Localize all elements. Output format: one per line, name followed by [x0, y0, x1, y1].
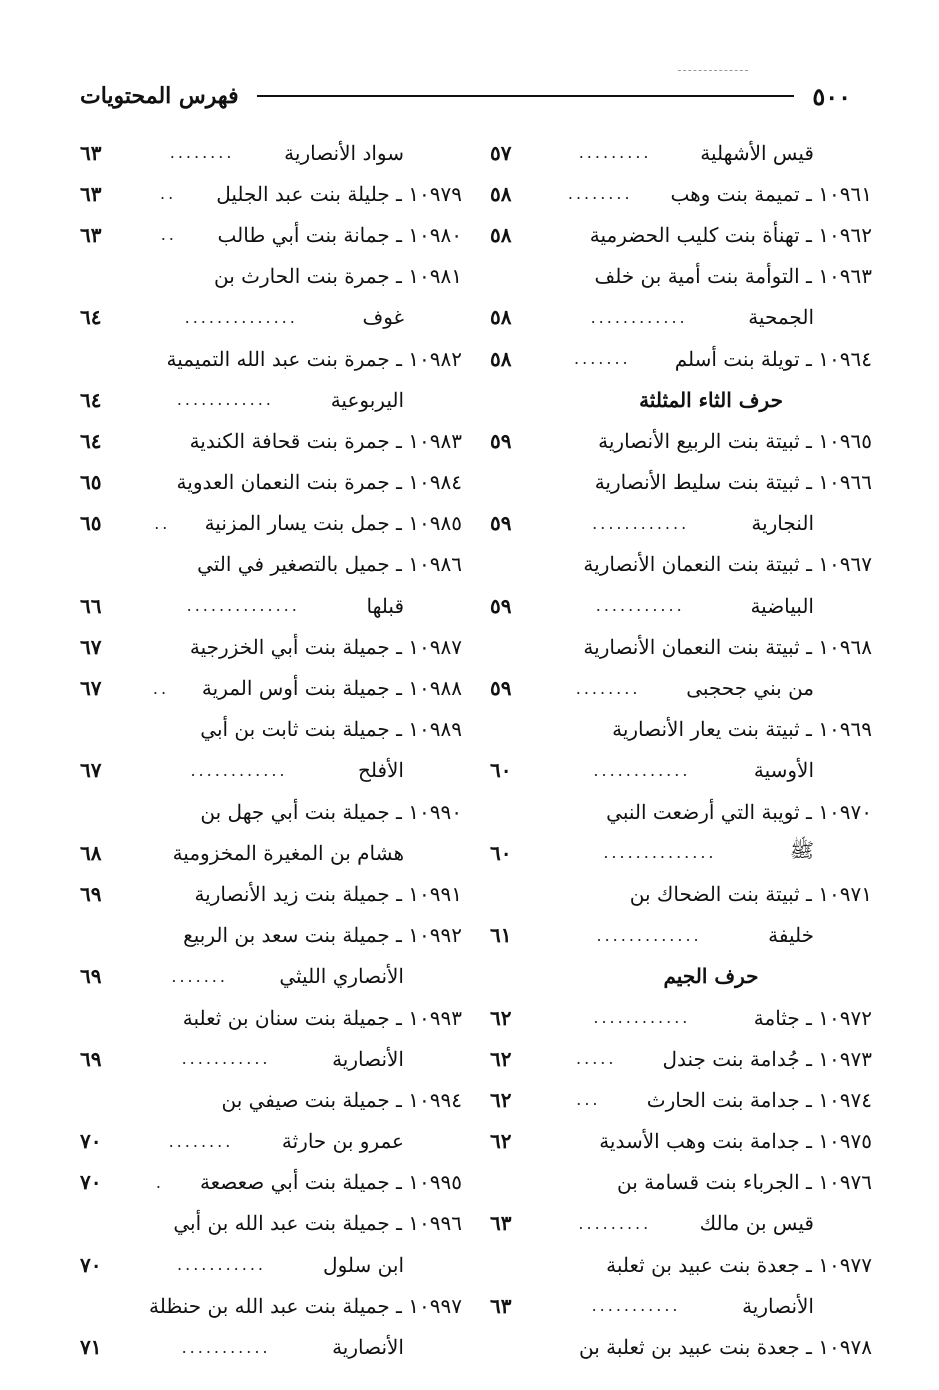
toc-leader-dots: ........ [575, 678, 641, 698]
toc-entry-text: ١٠٩٦٧ ـ ثبيتة بنت النعمان الأنصارية [583, 552, 872, 577]
section-heading-text: حرف الجيم [663, 964, 759, 989]
toc-entry [80, 1326, 462, 1367]
toc-entry-text: ١٠٩٦١ ـ تميمة بنت وهب [670, 181, 872, 206]
toc-page-number: ٥٩ [490, 676, 512, 701]
toc-page-number: ٧١ [80, 1335, 102, 1360]
toc-entry [80, 709, 462, 750]
toc-entry [80, 1162, 462, 1203]
toc-entry [80, 462, 462, 503]
toc-leader-dots: .............. [186, 596, 300, 616]
section-heading [490, 956, 872, 997]
toc-leader-dots: . [155, 1172, 165, 1192]
toc-page-number: ٦٤ [80, 305, 102, 330]
toc-entry [80, 1038, 462, 1079]
toc-entry [490, 420, 872, 461]
toc-entry [490, 1285, 872, 1326]
toc-page-number: ٦٩ [80, 881, 102, 906]
toc-page-number: ٧٠ [80, 1170, 102, 1195]
toc-entry-text: الأنصارية [742, 1293, 814, 1318]
toc-entry [490, 1038, 872, 1079]
toc-entry [80, 873, 462, 914]
toc-leader-dots: ........ [169, 143, 235, 163]
toc-entry [80, 1203, 462, 1244]
toc-leader-dots: .............. [184, 307, 298, 327]
toc-entry [490, 1326, 872, 1367]
toc-entry-text: ١٠٩٦٢ ـ تهنأة بنت كليب الحضرمية [589, 222, 872, 247]
toc-entry-text: ١٠٩٦٨ ـ ثبيتة بنت النعمان الأنصارية [583, 634, 872, 659]
top-dash-mark [678, 70, 748, 71]
toc-entry [80, 626, 462, 667]
toc-entry-text: ١٠٩٩١ ـ جميلة بنت زيد الأنصارية [194, 881, 462, 906]
toc-page-number: ٦٢ [490, 1087, 512, 1112]
header-rule [257, 95, 795, 97]
toc-entry-text: قيس بن مالك [699, 1211, 814, 1236]
toc-entry-text: ١٠٩٦٩ ـ ثبيتة بنت يعار الأنصارية [612, 717, 872, 742]
toc-entry-text: ﷺ [789, 838, 814, 863]
toc-entry-text: ١٠٩٦٥ ـ ثبيتة بنت الربيع الأنصارية [598, 428, 872, 453]
toc-entry [80, 132, 462, 173]
toc-leader-dots: ............. [596, 925, 702, 945]
toc-leader-dots: ........... [595, 596, 685, 616]
toc-entry-text: ١٠٩٧٦ ـ الجرباء بنت قسامة بن [617, 1170, 872, 1195]
toc-page-number: ٥٩ [490, 511, 512, 536]
toc-entry-text: اليربوعية [330, 387, 404, 412]
toc-leader-dots: .. [160, 225, 177, 245]
toc-page-number: ٥٨ [490, 181, 512, 206]
section-heading-text: حرف الثاء المثلثة [639, 387, 783, 412]
toc-columns [80, 132, 872, 1372]
toc-page-number: ٧٠ [80, 1129, 102, 1154]
toc-entry-text: ١٠٩٧٩ ـ جليلة بنت عبد الجليل [216, 181, 462, 206]
toc-entry-text: ١٠٩٧٨ ـ جعدة بنت عبيد بن ثعلبة بن [579, 1335, 872, 1360]
toc-page-number: ٦٨ [80, 840, 102, 865]
toc-entry-text: ١٠٩٦٣ ـ التوأمة بنت أمية بن خلف [594, 264, 872, 289]
toc-entry [80, 1079, 462, 1120]
toc-entry-text: ١٠٩٨٨ ـ جميلة بنت أوس المرية [201, 676, 462, 701]
page-number: ٥٠٠ [812, 81, 851, 111]
toc-leader-dots: ....... [574, 349, 631, 369]
toc-entry-text: الأنصاري الليثي [279, 964, 404, 989]
toc-entry-text: ١٠٩٨٧ ـ جميلة بنت أبي الخزرجية [189, 634, 462, 659]
toc-entry-text: سواد الأنصارية [284, 140, 404, 165]
toc-entry [490, 997, 872, 1038]
toc-page-number: ٦٣ [490, 1211, 512, 1236]
toc-entry [80, 1285, 462, 1326]
toc-entry-text: غوف [362, 305, 404, 330]
toc-entry-text: ١٠٩٨٥ ـ جمل بنت يسار المزنية [204, 511, 462, 536]
toc-entry-text: ١٠٩٩٦ ـ جميلة بنت عبد الله بن أبي [173, 1211, 462, 1236]
toc-page-number: ٦٧ [80, 634, 102, 659]
toc-page-number: ٦٥ [80, 470, 102, 495]
toc-entry-text: ١٠٩٦٤ ـ تويلة بنت أسلم [674, 346, 872, 371]
toc-entry-text: ١٠٩٨٣ ـ جمرة بنت قحافة الكندية [189, 428, 462, 453]
toc-leader-dots: ........... [177, 1255, 266, 1275]
toc-entry [490, 832, 872, 873]
toc-entry-text: قيس الأشهلية [700, 140, 814, 165]
toc-leader-dots: ......... [578, 1213, 652, 1233]
toc-entry [80, 256, 462, 297]
toc-leader-dots: ......... [578, 143, 652, 163]
toc-page-number: ٦٢ [490, 1129, 512, 1154]
toc-entry [80, 214, 462, 255]
toc-leader-dots: ........... [181, 1337, 271, 1357]
toc-entry-text: ١٠٩٨٤ ـ جمرة بنت النعمان العدوية [176, 470, 462, 495]
toc-entry [490, 462, 872, 503]
toc-entry-text: ١٠٩٩٧ ـ جميلة بنت عبد الله بن حنظلة [148, 1293, 462, 1318]
toc-leader-dots: ............ [592, 513, 690, 533]
toc-page-number: ٦٠ [490, 840, 512, 865]
toc-page-number: ٥٩ [490, 593, 512, 618]
toc-entry-text: الأفلح [357, 758, 404, 783]
toc-page-number: ٦٣ [490, 1293, 512, 1318]
toc-entry [490, 1203, 872, 1244]
toc-entry [490, 503, 872, 544]
toc-page-number: ٥٨ [490, 222, 512, 247]
toc-page-number: ٧٠ [80, 1252, 102, 1277]
toc-entry [80, 915, 462, 956]
section-heading [490, 379, 872, 420]
toc-entry [80, 503, 462, 544]
toc-page-number: ٥٧ [490, 140, 512, 165]
toc-entry [490, 667, 872, 708]
toc-entry [490, 1121, 872, 1162]
toc-entry [490, 915, 872, 956]
toc-entry-text: الأنصارية [332, 1335, 404, 1360]
toc-entry [80, 832, 462, 873]
toc-page-number: ٥٩ [490, 428, 512, 453]
toc-entry-text: هشام بن المغيرة المخزومية [172, 840, 404, 865]
toc-entry-text: ابن سلول [323, 1252, 404, 1277]
toc-leader-dots: ............ [593, 1008, 691, 1028]
toc-entry [490, 338, 872, 379]
toc-leader-dots: ............ [593, 760, 691, 780]
toc-entry [80, 667, 462, 708]
toc-entry-text: قبلها [366, 593, 404, 618]
toc-entry [490, 173, 872, 214]
toc-entry-text: ١٠٩٨١ ـ جمرة بنت الحارث بن [214, 264, 462, 289]
toc-page-number: ٦٩ [80, 1046, 102, 1071]
toc-page-number: ٦٩ [80, 964, 102, 989]
toc-page-number: ٦٢ [490, 1005, 512, 1030]
toc-page-number: ٦٠ [490, 758, 512, 783]
toc-entry [490, 297, 872, 338]
toc-entry [80, 997, 462, 1038]
toc-entry [490, 1244, 872, 1285]
toc-entry [80, 1121, 462, 1162]
toc-entry-text: ١٠٩٩٥ ـ جميلة بنت أبي صعصعة [199, 1170, 462, 1195]
toc-entry-text: ١٠٩٨٢ ـ جمرة بنت عبد الله التميمية [166, 346, 462, 371]
toc-leader-dots: .. [160, 184, 177, 204]
toc-leader-dots: ........ [567, 184, 633, 204]
toc-entry [490, 132, 872, 173]
page-header [80, 78, 851, 114]
toc-page-number: ٦٣ [80, 181, 102, 206]
toc-entry [490, 1162, 872, 1203]
toc-leader-dots: ............ [176, 390, 274, 410]
toc-entry [490, 214, 872, 255]
toc-entry-text: ١٠٩٨٦ ـ جميل بالتصغير في التي [197, 552, 462, 577]
toc-page-number: ٦٧ [80, 758, 102, 783]
toc-leader-dots: ........... [591, 1296, 681, 1316]
toc-entry [490, 750, 872, 791]
toc-entry [490, 544, 872, 585]
toc-entry-text: ١٠٩٧٤ ـ جدامة بنت الحارث [646, 1087, 872, 1112]
toc-leader-dots: ............ [590, 307, 688, 327]
toc-entry-text: ١٠٩٩٠ ـ جميلة بنت أبي جهل بن [200, 799, 462, 824]
toc-entry-text: ١٠٩٧٠ ـ ثويبة التي أرضعت النبي [606, 799, 872, 824]
toc-entry [80, 750, 462, 791]
toc-leader-dots: ... [576, 1090, 601, 1110]
toc-entry [490, 626, 872, 667]
toc-page-number: ٦٤ [80, 428, 102, 453]
toc-page-number: ٦٤ [80, 387, 102, 412]
toc-page-number: ٦٣ [80, 140, 102, 165]
header-title: فهرس المحتويات [80, 83, 239, 109]
toc-entry-text: الأوسية [753, 758, 814, 783]
toc-entry-text: ١٠٩٩٣ ـ جميلة بنت سنان بن ثعلبة [182, 1005, 462, 1030]
toc-entry-text: ١٠٩٧١ ـ ثبيتة بنت الضحاك بن [629, 881, 872, 906]
toc-entry [80, 585, 462, 626]
toc-entry [80, 544, 462, 585]
toc-leader-dots: ............ [190, 760, 288, 780]
toc-entry [80, 1244, 462, 1285]
toc-leader-dots: ....... [171, 966, 228, 986]
toc-leader-dots: ..... [576, 1049, 617, 1069]
toc-entry-text: عمرو بن حارثة [281, 1129, 404, 1154]
toc-leader-dots: ........... [181, 1049, 271, 1069]
toc-column-left [80, 132, 462, 1372]
toc-page-number: ٦٧ [80, 676, 102, 701]
toc-entry [80, 956, 462, 997]
toc-entry [490, 709, 872, 750]
toc-entry [490, 873, 872, 914]
toc-entry-text: ١٠٩٧٧ ـ جعدة بنت عبيد بن ثعلبة [606, 1252, 872, 1277]
toc-page-number: ٦٢ [490, 1046, 512, 1071]
toc-entry-text: الجمحية [748, 305, 814, 330]
toc-entry-text: النجارية [751, 511, 814, 536]
toc-entry-text: خليفة [768, 923, 814, 948]
toc-entry [490, 1079, 872, 1120]
toc-entry-text: ١٠٩٨٠ ـ جمانة بنت أبي طالب [217, 222, 462, 247]
toc-entry-text: من بني جحجبى [686, 676, 814, 701]
toc-entry-text: ١٠٩٦٦ ـ ثبيتة بنت سليط الأنصارية [594, 470, 872, 495]
toc-entry-text: ١٠٩٧٣ ـ جُدامة بنت جندل [662, 1046, 872, 1071]
toc-entry-text: ١٠٩٩٤ ـ جميلة بنت صيفي بن [221, 1087, 462, 1112]
toc-entry-text: الأنصارية [332, 1046, 404, 1071]
toc-entry-text: ١٠٩٨٩ ـ جميلة بنت ثابت بن أبي [200, 717, 462, 742]
toc-page-number: ٦٦ [80, 593, 102, 618]
toc-entry-text: البياضية [750, 593, 814, 618]
toc-page-number: ٥٨ [490, 305, 512, 330]
toc-entry [80, 379, 462, 420]
toc-entry [80, 420, 462, 461]
toc-page-number: ٦١ [490, 923, 512, 948]
toc-entry [490, 791, 872, 832]
toc-entry-text: ١٠٩٧٢ ـ جثامة [753, 1005, 872, 1030]
toc-entry [80, 297, 462, 338]
toc-entry [80, 338, 462, 379]
toc-leader-dots: .. [152, 678, 170, 698]
toc-leader-dots: ........ [168, 1131, 234, 1151]
toc-entry [490, 585, 872, 626]
toc-page-number: ٥٨ [490, 346, 512, 371]
toc-page-number: ٦٥ [80, 511, 102, 536]
toc-entry [80, 791, 462, 832]
toc-page-number: ٦٣ [80, 222, 102, 247]
toc-column-right [490, 132, 872, 1372]
toc-leader-dots: .............. [603, 843, 717, 863]
toc-entry [490, 256, 872, 297]
toc-entry-text: ١٠٩٩٢ ـ جميلة بنت سعد بن الربيع [183, 923, 462, 948]
toc-entry [80, 173, 462, 214]
toc-entry-text: ١٠٩٧٥ ـ جدامة بنت وهب الأسدية [599, 1129, 872, 1154]
toc-leader-dots: .. [154, 513, 171, 533]
